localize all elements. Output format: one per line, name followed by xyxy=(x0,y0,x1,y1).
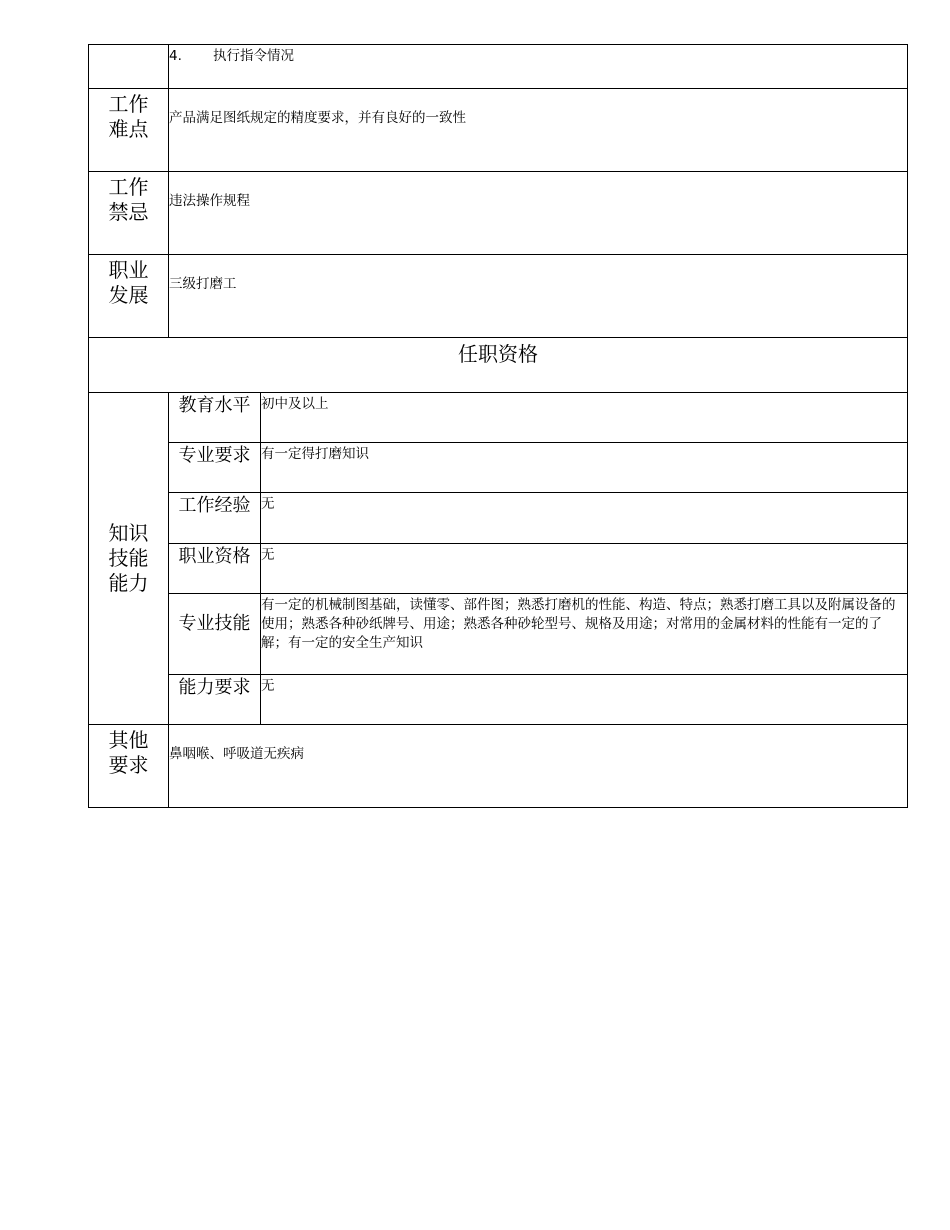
duty-continuation-row xyxy=(89,45,908,89)
major-requirement-label: 专业要求 xyxy=(169,443,261,493)
duty-item-4 xyxy=(169,45,908,89)
difficulty-row xyxy=(89,89,908,172)
taboo-value: 违法操作规程 xyxy=(169,172,908,255)
duty-item-number: 4. xyxy=(169,48,182,64)
empty-label-cell xyxy=(89,45,169,89)
professional-skill-value: 有一定的机械制图基础，读懂零、部件图；熟悉打磨机的性能、构造、特点；熟悉打磨工具以及附属设备的使用；熟悉各种砂纸牌号、用途；熟悉各种砂轮型号、规格及用途；对常用的金属材料的性能有一定的了解；有一定的安全生产知识 xyxy=(261,594,908,675)
knowledge-skill-ability-label: 知识 技能 能力 xyxy=(89,393,169,725)
other-requirements-value: 鼻咽喉、呼吸道无疾病 xyxy=(169,725,908,808)
knowledge-row-experience xyxy=(89,493,908,544)
ability-requirement-value: 无 xyxy=(261,675,908,725)
certification-value: 无 xyxy=(261,544,908,594)
ability-requirement-label: 能力要求 xyxy=(169,675,261,725)
other-requirements-row xyxy=(89,725,908,808)
qualification-title-row xyxy=(89,338,908,393)
job-description-table xyxy=(88,44,908,808)
career-row xyxy=(89,255,908,338)
duty-item-text: 执行指令情况 xyxy=(213,48,294,64)
other-requirements-label: 其他 要求 xyxy=(89,725,169,808)
qualification-title: 任职资格 xyxy=(89,338,908,393)
career-value: 三级打磨工 xyxy=(169,255,908,338)
difficulty-label: 工作 难点 xyxy=(89,89,169,172)
knowledge-row-ability xyxy=(89,675,908,725)
knowledge-row-major xyxy=(89,443,908,493)
career-label: 职业 发展 xyxy=(89,255,169,338)
knowledge-row-skills xyxy=(89,594,908,675)
difficulty-value: 产品满足图纸规定的精度要求，并有良好的一致性 xyxy=(169,89,908,172)
taboo-row xyxy=(89,172,908,255)
education-value: 初中及以上 xyxy=(261,393,908,443)
major-requirement-value: 有一定得打磨知识 xyxy=(261,443,908,493)
professional-skill-label: 专业技能 xyxy=(169,594,261,675)
knowledge-row-education xyxy=(89,393,908,443)
education-label: 教育水平 xyxy=(169,393,261,443)
taboo-label: 工作 禁忌 xyxy=(89,172,169,255)
knowledge-row-certification xyxy=(89,544,908,594)
experience-label: 工作经验 xyxy=(169,493,261,544)
certification-label: 职业资格 xyxy=(169,544,261,594)
experience-value: 无 xyxy=(261,493,908,544)
